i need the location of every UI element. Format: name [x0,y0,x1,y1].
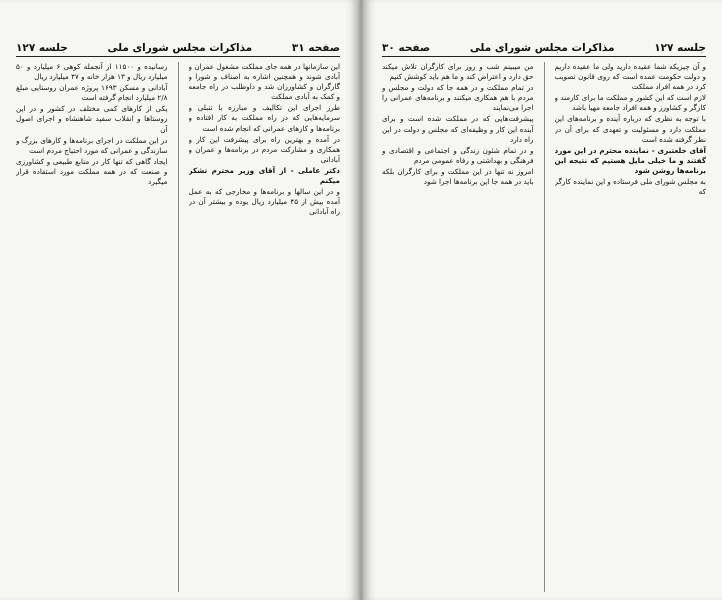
text-columns [382,62,706,592]
paragraph: ایجاد گاهی که تنها کار در منابع طبیعی و کشاورزی و صنعت که در همه مملکت مورد استفاده قرار میگیرد [16,156,168,187]
column-right [189,62,341,592]
book-gutter [356,0,366,600]
paragraph: و در تمام شئون زندگی و اجتماعی و اقتصادی و فرهنگی و بهداشتی و رفاه عمومی مردم [382,145,534,165]
paragraph: آبادانی و مسکن ۱۶۹۳ پروژه عمران روستایی مبلغ ۲/۸ میلیارد انجام گرفته است [16,83,168,103]
column-right [555,62,707,592]
column-left [382,62,534,592]
page-header [16,38,340,57]
page-number: صفحه ۳۰ [382,42,431,54]
paragraph: و آن چیزیکه شما عقیده دارید ولی ما عقیده داریم و دولت حکومت عمده است که روی قانون تصویب کرد در همه افراد مملکت [554,62,706,92]
paragraph: این سازمانها در همه جای مملکت مشغول عمران و آبادی شوند و همچنین اشاره به اصناف و شورا و گارگران و کشاورزان شد و داوطلب در راه جامعه و کمک به آبادی مملکت [188,62,340,102]
session-number: جلسه ۱۲۷ [654,42,706,54]
paragraph: به مجلس شورای ملی فرستاده و این نماینده کارگر که [554,177,706,197]
session-number: جلسه ۱۲۷ [16,42,68,54]
column-left [16,62,168,592]
page-31 [0,0,356,600]
paragraph: من میبینم شب و روز برای کارگران تلاش میکند حق دارد و اعتراض کند و ما هم باید کوشش کنیم [382,62,534,82]
column-divider [178,62,179,592]
text-columns [16,62,340,592]
paragraph: با توجه به نظری که درباره آینده و برنامه‌های این مملکت دارد و مسئولیت و تعهدی که برای آن در نظر گرفته شده است [554,114,706,144]
paragraph: در تمام مملکت و در همه جا که دولت و مجلس و مردم با هم همکاری میکنند و برنامه‌های عمرانی را اجرا می‌نمایند [382,83,534,113]
journal-title: مذاکرات مجلس شورای ملی [469,42,615,54]
paragraph: طرز اجرای این تکالیف و مبارزه با تنبلی و سرمایه‌هایی که در راه مملکت به کار افتاده و برنامه‌ها و کارهای عمرانی که انجام شده است [188,103,340,133]
journal-title: مذاکرات مجلس شورای ملی [107,42,253,54]
column-divider [544,62,545,592]
page-header [382,38,706,57]
paragraph: پیشرفت‌هایی که در مملکت شده است و برای آینده این کار و وظیفه‌ای که مجلس و دولت در این راه دارد [382,114,534,144]
paragraph: یکی از کارهای کمی مختلف در کشور و در این روستاها و انقلاب سفید شاهنشاه و اجرای اصول آن [16,104,168,134]
paragraph: در این مملکت در اجرای برنامه‌ها و کارهای بزرگ و سازندگی و عمرانی که مورد احتیاج مردم است [16,135,168,155]
page-number: صفحه ۳۱ [291,42,340,54]
paragraph: امروز نه تنها در این مملکت و برای کارگران بلکه باید در همه جا این برنامه‌ها اجرا شود [382,166,534,187]
paragraph: لازم است که این کشور و مملکت ما برای کارمند و کارگر و کشاورز و همه افراد جامعه مهیا باشد [554,93,706,113]
paragraph: در آمده و بهترین راه برای پیشرفت این کار و همکاری و مشارکت مردم در برنامه‌ها و عمران و آبادانی [188,134,340,164]
paragraph: و در این سالها و برنامه‌ها و مخارجی که به عمل آمده بیش از ۴۵ میلیارد ریال بوده و بیشتر آن در راه آبادانی [188,187,340,217]
speaker-line: دکتر عاملی - از آقای وزیر محترم تشکر میکنم [188,165,340,186]
speaker-line: آقای خلعتبری - نماینده محترم در این مورد گفتند و ما خیلی مایل هستیم که نتیجه این برنامه‌ها روشن شود [554,145,706,175]
page-30 [366,0,722,600]
paragraph: رسانیده و ۱۱۵۰۰ از آنجمله کوهی ۶ میلیارد و ۵۰ میلیارد ریال و ۱۳ هزار خانه و ۴۷ میلیارد ریال [16,62,168,82]
